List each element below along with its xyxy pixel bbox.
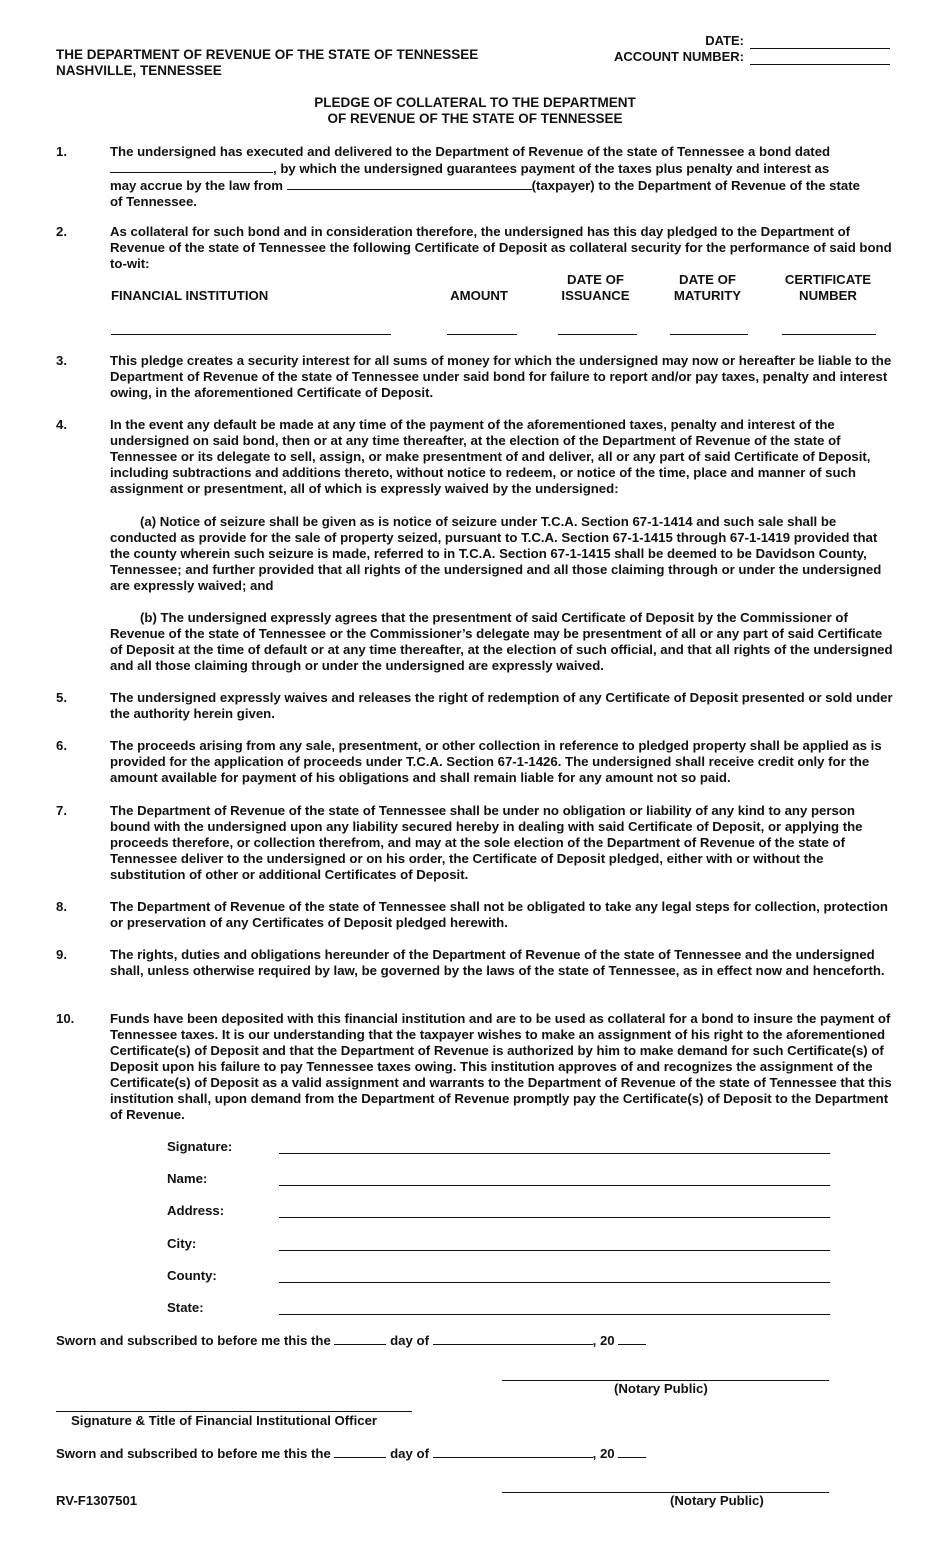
clause-7 (56, 803, 896, 883)
clause-number: 3. (56, 353, 67, 368)
clause-text: The Department of Revenue of the state of Tennessee shall not be obligated to take any legal steps for collection, protection or preservation of any Certificates of Deposit pledged herewith. (110, 899, 888, 930)
clause-5 (56, 690, 896, 722)
col-financial-institution: FINANCIAL INSTITUTION (111, 288, 269, 303)
agency-header (56, 47, 478, 79)
sworn-day-field[interactable] (334, 1332, 386, 1345)
agency-name: THE DEPARTMENT OF REVENUE OF THE STATE OF TENNESSEE (56, 47, 479, 62)
clause-text: The proceeds arising from any sale, presentment, or other collection in reference to pledged property shall be applied as is provided for the application of proceeds under T.C.A. Section 67-1-1426. The undersigned shall receive credit only for the amount available for payment of his obligations and shall remain liable for any amount not so paid. (110, 738, 882, 785)
account-number-field[interactable] (750, 52, 890, 65)
notary-public-label: (Notary Public) (670, 1493, 764, 1508)
clause-1-line-e: of Tennessee. (110, 194, 197, 209)
clause-number: 10. (56, 1011, 75, 1026)
notary-signature-field[interactable] (502, 1492, 829, 1493)
clause-1-line-a: The undersigned has executed and delivered to the Department of Revenue of the state of Tennessee a bond dated (110, 144, 831, 159)
address-field[interactable] (279, 1217, 830, 1218)
date-account-block (614, 33, 890, 65)
form-number: RV-F1307501 (56, 1493, 138, 1508)
clause-number: 5. (56, 690, 67, 705)
clause-1-line-c: may accrue by the law from (110, 178, 283, 193)
page-title (0, 95, 950, 127)
clause-text: As collateral for such bond and in consideration therefore, the undersigned has this day pledged to the Department of Revenue of the state of Tennessee the following Certificate of Deposit as collateral security for the performance of said bond to-wit: (110, 224, 892, 271)
officer-signature-label: Signature & Title of Financial Institutional Officer (71, 1413, 378, 1428)
clause-text: The undersigned expressly waives and releases the right of redemption of any Certificate of Deposit presented or sold under the authority herein given. (110, 690, 893, 721)
clause-1-line-b: , by which the undersigned guarantees payment of the taxes plus penalty and interest as (273, 161, 830, 176)
issuance-date-field[interactable] (558, 334, 637, 335)
col-amount: AMOUNT (450, 288, 508, 303)
clause-2 (56, 224, 896, 272)
account-number-label: ACCOUNT NUMBER: (614, 49, 744, 64)
clause-number: 2. (56, 224, 67, 239)
bond-date-field[interactable] (110, 160, 273, 173)
state-field[interactable] (279, 1314, 830, 1315)
name-field[interactable] (279, 1185, 830, 1186)
sworn-statement-1: Sworn and subscribed to before me this the day of , 20 (56, 1332, 646, 1349)
clause-3 (56, 353, 896, 401)
county-label: County: (167, 1268, 217, 1283)
agency-location: NASHVILLE, TENNESSEE (56, 63, 222, 78)
clause-number: 1. (56, 144, 67, 159)
notary-public-label: (Notary Public) (614, 1381, 708, 1396)
state-label: State: (167, 1300, 204, 1315)
clause-4b: (b) The undersigned expressly agrees that the presentment of said Certificate of Deposit by the Commissioner of Revenue of the state of Tennessee or the Commissioner’s delegate may be presentment of all or any part of said Certificate of Deposit at the time of default or at any time thereafter, at the election of such official, and that all rights of the undersigned and all those claiming through or under the undersigned are expressly waived. (110, 610, 893, 673)
clause-text: In the event any default be made at any time of the payment of the aforementioned taxes, penalty and interest of the undersigned on said bond, then or at any time thereafter, at the election of the Department of Revenue of the state of Tennessee or its delegate to sell, assign, or make presentment of and deliver, all or any part of said Certificate of Deposit, including subtractions and additions thereto, without notice to redeem, or notice of the time, place and manner of such assignment or presentment, all of which is expressly waived by the undersigned: (110, 417, 871, 496)
clause-8 (56, 899, 896, 931)
sworn-year-field[interactable] (618, 1332, 646, 1345)
taxpayer-field[interactable] (287, 177, 532, 190)
clause-10 (56, 1011, 896, 1123)
col-certificate-number: CERTIFICATE NUMBER (784, 272, 872, 303)
maturity-date-field[interactable] (670, 334, 748, 335)
col-date-of-maturity: DATE OF MATURITY (673, 272, 742, 303)
clause-1-line-d: (taxpayer) to the Department of Revenue of the state (531, 178, 860, 193)
sworn-month-field[interactable] (433, 1445, 593, 1458)
clause-number: 4. (56, 417, 67, 432)
clause-9 (56, 947, 896, 979)
city-label: City: (167, 1236, 197, 1251)
clause-number: 6. (56, 738, 67, 753)
name-label: Name: (167, 1171, 208, 1186)
clause-4 (56, 417, 896, 497)
clause-text: This pledge creates a security interest for all sums of money for which the undersigned may now or hereafter be liable to the Department of Revenue of the state of Tennessee under said bond for failure to report and/or pay taxes, penalty and interest owing, in the aforementioned Certificate of Deposit. (110, 353, 892, 400)
address-label: Address: (167, 1203, 225, 1218)
amount-field[interactable] (447, 334, 517, 335)
clause-number: 9. (56, 947, 67, 962)
clause-text: The Department of Revenue of the state of Tennessee shall be under no obligation or liability of any kind to any person bound with the undersigned upon any liability secured hereby in dealing with said Certificate of Deposit, or applying the proceeds therefore, or collection therefrom, and may at the sole election of the Department of Revenue of the state of Tennessee deliver to the undersigned or on his order, the Certificate of Deposit pledged, either with or without the substitution of other or additional Certificates of Deposit. (110, 803, 863, 882)
officer-signature-field[interactable] (56, 1411, 412, 1412)
sworn-month-field[interactable] (433, 1332, 593, 1345)
signature-field[interactable] (279, 1153, 830, 1154)
clause-number: 8. (56, 899, 67, 914)
clause-number: 7. (56, 803, 67, 818)
county-field[interactable] (279, 1282, 830, 1283)
date-field[interactable] (750, 36, 890, 49)
certificate-number-field[interactable] (782, 334, 876, 335)
clause-1 (56, 144, 896, 210)
sworn-statement-2: Sworn and subscribed to before me this the day of , 20 (56, 1445, 646, 1462)
clause-4a: (a) Notice of seizure shall be given as is notice of seizure under T.C.A. Section 67-1-1414 and such sale shall be conducted as provide for the sale of property seized, pursuant to T.C.A. Section 67-1-1415 through 67-1-1419 provided that the county wherein such seizure is made, referred to in T.C.A. Section 67-1-1415 shall be deemed to be Davidson County, Tennessee; and further provided that all rights of the undersigned and all those claiming through or under the undersigned are expressly waived; and (110, 514, 882, 593)
title-line-1: PLEDGE OF COLLATERAL TO THE DEPARTMENT (314, 95, 636, 110)
clause-text: The rights, duties and obligations hereunder of the Department of Revenue of the state of Tennessee and the undersigned shall, unless otherwise required by law, be governed by the laws of the state of Tennessee, as in effect now and henceforth. (110, 947, 885, 978)
signature-label: Signature: (167, 1139, 233, 1154)
date-label: DATE: (705, 33, 744, 48)
sworn-day-field[interactable] (334, 1445, 386, 1458)
institution-field[interactable] (111, 334, 391, 335)
col-date-of-issuance: DATE OF ISSUANCE (561, 272, 630, 303)
city-field[interactable] (279, 1250, 830, 1251)
clause-6 (56, 738, 896, 786)
title-line-2: OF REVENUE OF THE STATE OF TENNESSEE (327, 111, 623, 126)
sworn-year-field[interactable] (618, 1445, 646, 1458)
clause-text: Funds have been deposited with this financial institution and are to be used as collateral for a bond to insure the payment of Tennessee taxes. It is our understanding that the taxpayer wishes to make an assignment of his right to the aforementioned Certificate(s) of Deposit and that the Department of Revenue is authorized by him to make demand for such Certificate(s) of Deposit upon his failure to pay Tennessee taxes owing. This institution approves of and recognizes the assignment of the Certificate(s) of Deposit as a valid assignment and warrants to the Department of Revenue of the state of Tennessee that this institution shall, upon demand from the Department of Revenue promptly pay the Certificate(s) of Deposit to the Department of Revenue. (110, 1011, 892, 1122)
